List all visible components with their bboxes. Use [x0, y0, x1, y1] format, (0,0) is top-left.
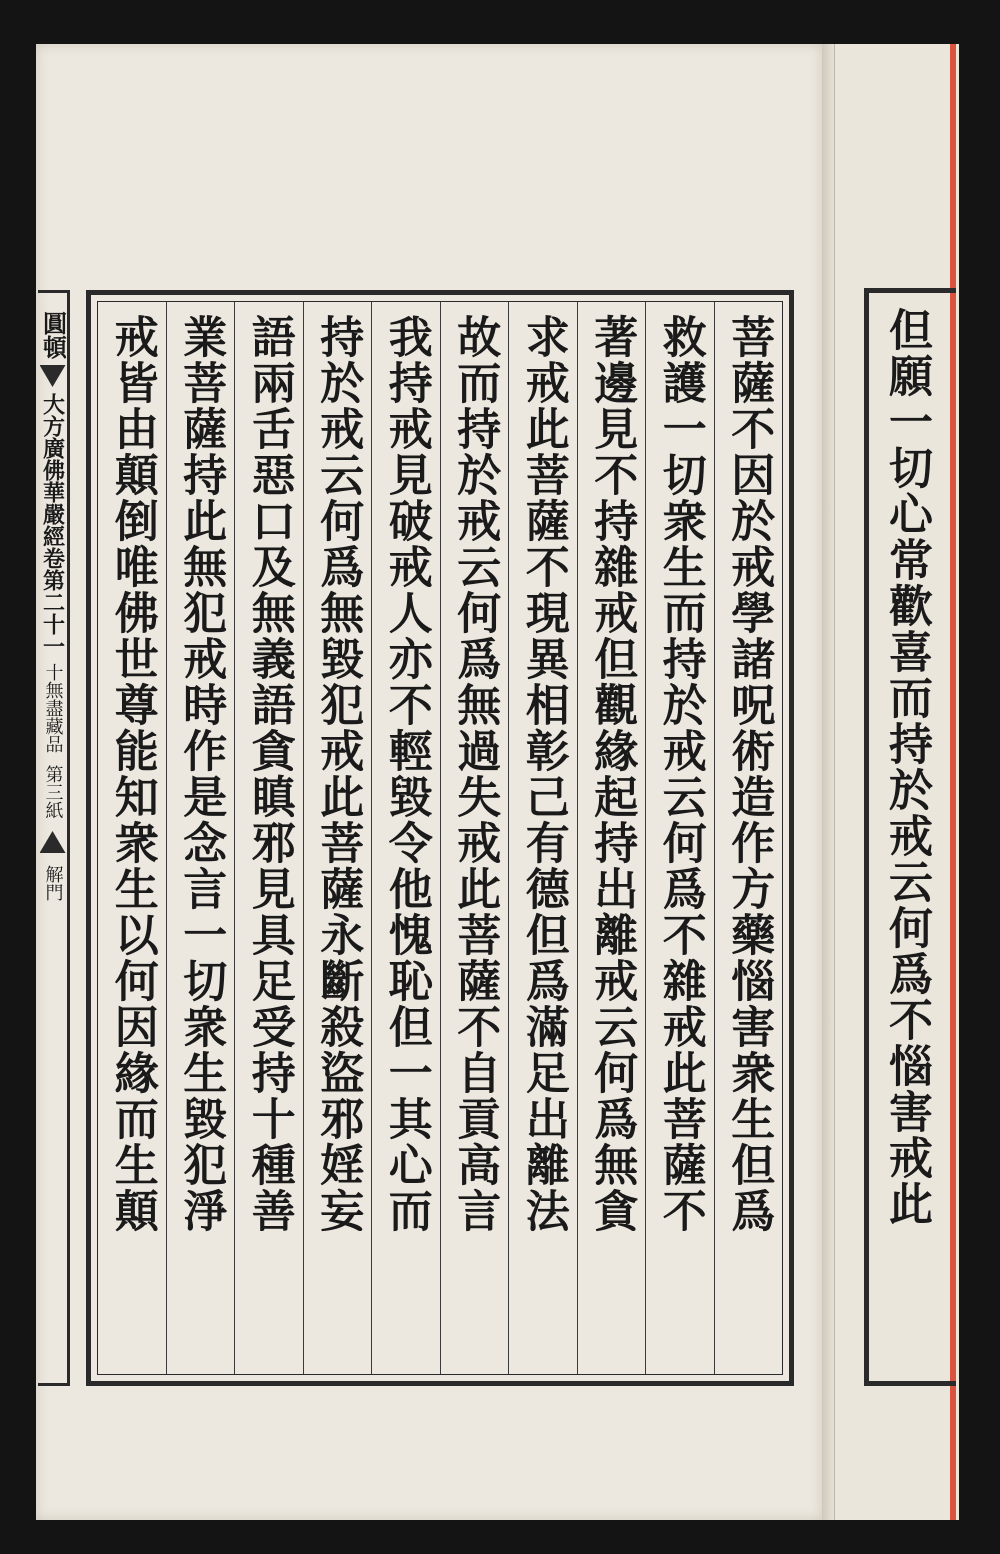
- banner-bottom-text: 解門: [42, 865, 64, 901]
- text-column: [645, 302, 714, 1374]
- column-text: 求戒此菩薩不現異相彰己有德但爲滿足出離法: [517, 314, 569, 1234]
- column-text: 著邊見不持雜戒但觀緣起持出離戒云何爲無貪: [586, 314, 638, 1234]
- text-column: [577, 302, 646, 1374]
- fish-tail-top-icon: [40, 365, 66, 387]
- text-frame-inner: [97, 301, 783, 1375]
- column-text: 業菩薩持此無犯戒時作是念言一切衆生毀犯淨: [175, 314, 227, 1234]
- column-text: 持於戒云何爲無毀犯戒此菩薩永斷殺盜邪婬妄: [312, 314, 364, 1234]
- banner-chapter: 十無盡藏品: [42, 663, 64, 753]
- banner-title: 大方廣佛華嚴經卷第二十一: [39, 393, 66, 657]
- right-text-frame: [864, 288, 956, 1386]
- text-column: [440, 302, 509, 1374]
- text-column: [234, 302, 303, 1374]
- text-column: [166, 302, 235, 1374]
- banner-top-text: 圓頓: [38, 311, 68, 359]
- margin-banner: [38, 290, 70, 1386]
- text-columns: [98, 302, 782, 1374]
- text-column: [303, 302, 372, 1374]
- text-column: [371, 302, 440, 1374]
- book-gutter: [822, 44, 834, 1520]
- column-text: 語兩舌惡口及無義語貪瞋邪見具足受持十種善: [243, 314, 295, 1234]
- right-column-text: 但願一切心常歡喜而持於戒云何爲不惱害戒此: [881, 307, 932, 1227]
- banner-sheet: 第三紙: [42, 765, 64, 819]
- text-column: [714, 302, 783, 1374]
- column-text: 救護一切衆生而持於戒云何爲不雜戒此菩薩不: [654, 314, 706, 1234]
- column-text: 菩薩不因於戒學諸呪術造作方藥惱害衆生但爲: [723, 314, 775, 1234]
- text-column: [98, 302, 166, 1374]
- column-text: 故而持於戒云何爲無過失戒此菩薩不自貢高言: [449, 314, 501, 1234]
- text-frame: [86, 290, 794, 1386]
- fish-tail-bottom-icon: [40, 831, 66, 853]
- column-text: 戒皆由顛倒唯佛世尊能知衆生以何因緣而生顛: [106, 314, 158, 1234]
- column-text: 我持戒見破戒人亦不輕毀令他愧恥但一其心而: [380, 314, 432, 1234]
- text-column: [508, 302, 577, 1374]
